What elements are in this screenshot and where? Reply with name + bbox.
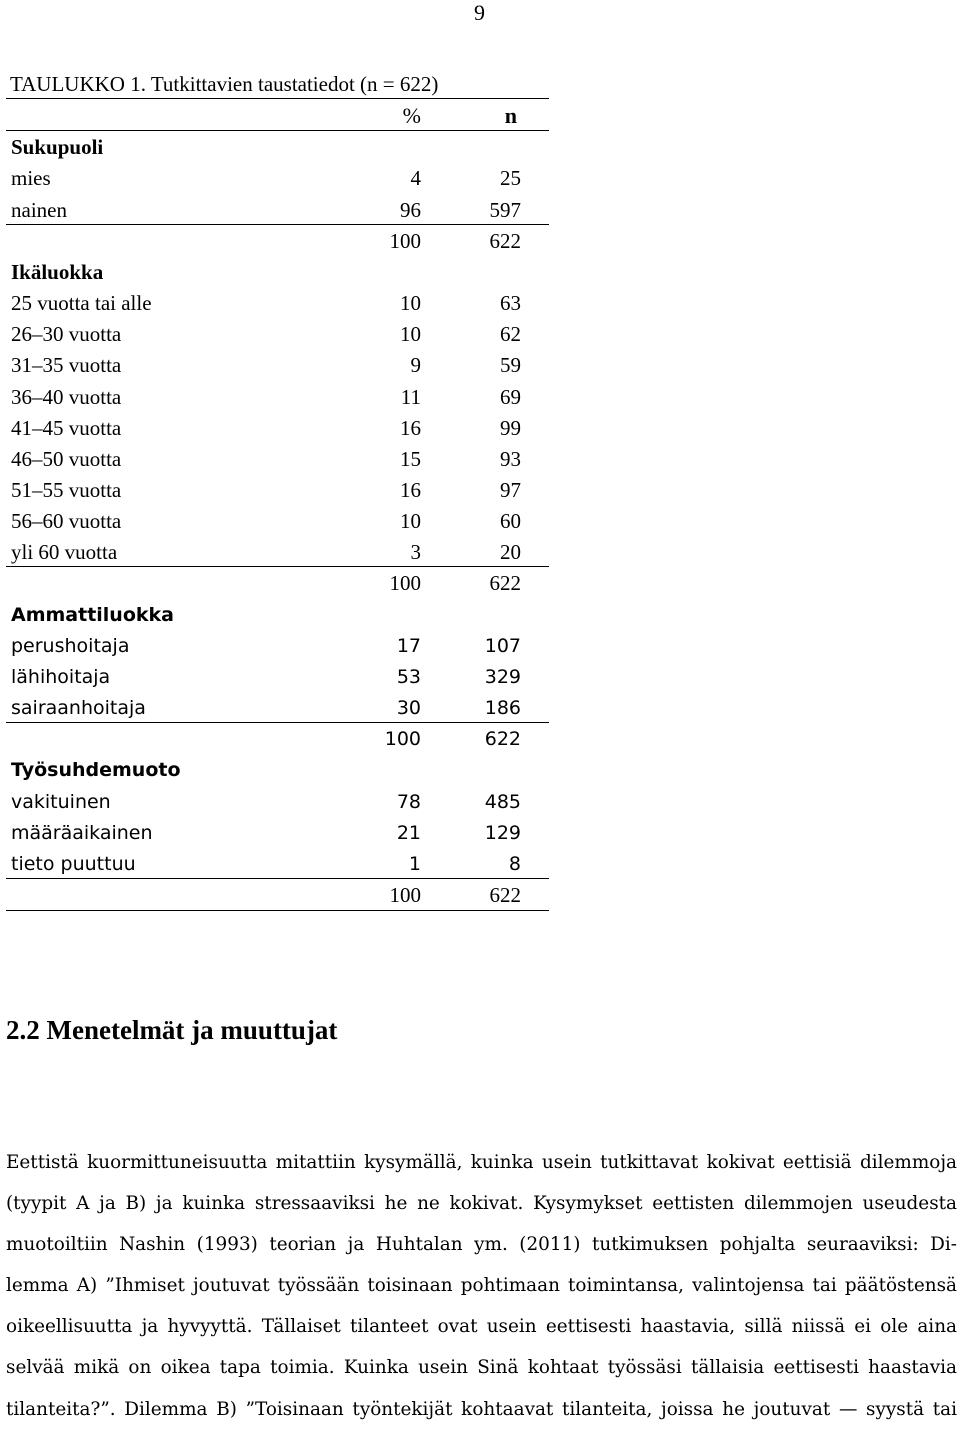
row-percent: 53 bbox=[396, 666, 421, 688]
section-heading-tyosuhdemuoto bbox=[6, 754, 549, 785]
table-row bbox=[6, 287, 549, 318]
table-row bbox=[6, 536, 549, 566]
table-row bbox=[6, 474, 549, 505]
table-row bbox=[6, 661, 549, 692]
total-count: 622 bbox=[484, 728, 521, 751]
row-label: 26–30 vuotta bbox=[11, 322, 122, 347]
row-label: lähihoitaja bbox=[11, 666, 111, 688]
table-caption: TAULUKKO 1. Tutkittavien taustatiedot (n = 622) bbox=[10, 72, 439, 96]
paragraph-line: muotoiltiin Nashin (1993) teorian ja Huhtalan ym. (2011) tutkimuksen pohjalta seuraaviksi: Di- bbox=[6, 1234, 957, 1256]
table-row bbox=[6, 194, 549, 224]
row-percent: 30 bbox=[396, 697, 421, 720]
row-percent: 17 bbox=[396, 634, 421, 657]
table-row bbox=[6, 162, 549, 193]
row-count: 485 bbox=[484, 790, 521, 813]
row-label: 36–40 vuotta bbox=[11, 384, 122, 409]
row-label: nainen bbox=[11, 197, 67, 222]
paragraph-line: oikeellisuutta ja hyvyyttä. Tällaiset tilanteet ovat usein eettisesti haastavia, sillä niissä ei ole aina bbox=[6, 1316, 957, 1338]
row-label: 25 vuotta tai alle bbox=[11, 290, 152, 315]
section-total-row bbox=[6, 879, 549, 910]
row-label: 41–45 vuotta bbox=[11, 415, 122, 440]
table-row bbox=[6, 786, 549, 817]
paragraph-line: lemma A) ”Ihmiset joutuvat työssään toisinaan pohtimaan toimintansa, valintojensa tai päätöstensä bbox=[6, 1275, 957, 1297]
row-label: mies bbox=[11, 166, 51, 191]
total-percent: 100 bbox=[389, 228, 421, 253]
row-percent: 10 bbox=[400, 290, 421, 315]
row-count: 107 bbox=[484, 634, 521, 657]
table-row bbox=[6, 848, 549, 878]
row-count: 59 bbox=[500, 353, 521, 378]
total-count: 622 bbox=[489, 882, 521, 907]
row-count: 597 bbox=[489, 197, 521, 222]
section-heading: 2.2 Menetelmät ja muuttujat bbox=[6, 1015, 338, 1045]
paragraph-line: selvää mikä on oikea tapa toimia. Kuinka usein Sinä kohtaat työssäsi tällaisia eettisesti haastavia bbox=[6, 1357, 957, 1379]
section-total-row bbox=[6, 567, 549, 598]
row-count: 329 bbox=[484, 666, 521, 688]
row-count: 186 bbox=[484, 697, 521, 720]
row-label: 51–55 vuotta bbox=[11, 478, 122, 503]
row-count: 99 bbox=[500, 415, 521, 440]
row-label: vakituinen bbox=[11, 790, 111, 813]
table-row bbox=[6, 318, 549, 349]
paragraph-line: (tyypit A ja B) ja kuinka stressaaviksi he ne kokivat. Kysymykset eettisten dilemmojen useudesta bbox=[6, 1193, 957, 1215]
section-heading-sukupuoli bbox=[6, 131, 549, 162]
section-heading-ikaluokka bbox=[6, 256, 549, 287]
paragraph-line: Eettistä kuormittuneisuutta mitattiin kysymällä, kuinka usein tutkittavat kokivat eettisiä dilemmoja bbox=[6, 1152, 957, 1173]
table-row bbox=[6, 505, 549, 536]
row-count: 69 bbox=[500, 384, 521, 409]
row-percent: 21 bbox=[396, 821, 421, 844]
table-header-row bbox=[6, 99, 549, 130]
row-count: 62 bbox=[500, 322, 521, 347]
row-percent: 9 bbox=[410, 353, 421, 378]
total-count: 622 bbox=[489, 228, 521, 253]
section-heading-ammattiluokka bbox=[6, 599, 549, 630]
row-label: perushoitaja bbox=[11, 634, 130, 657]
table-row bbox=[6, 381, 549, 412]
row-percent: 1 bbox=[408, 852, 421, 875]
section-heading-label: Työsuhdemuoto bbox=[11, 759, 181, 782]
row-label: tieto puuttuu bbox=[11, 852, 136, 875]
row-label: määräaikainen bbox=[11, 821, 153, 844]
total-percent: 100 bbox=[389, 571, 421, 596]
row-label: 46–50 vuotta bbox=[11, 446, 122, 471]
row-percent: 16 bbox=[400, 478, 421, 503]
column-header-percent: % bbox=[402, 103, 421, 128]
row-percent: 78 bbox=[396, 790, 421, 813]
row-percent: 11 bbox=[400, 384, 421, 409]
row-count: 63 bbox=[500, 290, 521, 315]
row-percent: 4 bbox=[410, 166, 421, 191]
row-count: 25 bbox=[500, 166, 521, 191]
row-percent: 10 bbox=[400, 509, 421, 534]
row-percent: 10 bbox=[400, 322, 421, 347]
page-number: 9 bbox=[474, 0, 485, 25]
section-heading-label: Ammattiluokka bbox=[11, 603, 174, 626]
section-total-row bbox=[6, 225, 549, 256]
body-paragraph bbox=[6, 1142, 957, 1430]
table-row bbox=[6, 817, 549, 848]
section-heading-label: Ikäluokka bbox=[11, 259, 104, 284]
table-row bbox=[6, 349, 549, 380]
paragraph-line: tilanteita?”. Dilemma B) ”Toisinaan työntekijät kohtaavat tilanteita, joissa he joutuvat — syystä tai bbox=[6, 1398, 957, 1420]
total-count: 622 bbox=[489, 571, 521, 596]
total-percent: 100 bbox=[384, 728, 421, 751]
row-percent: 15 bbox=[400, 446, 421, 471]
section-heading-label: Sukupuoli bbox=[11, 135, 104, 160]
table-row bbox=[6, 443, 549, 474]
table-row bbox=[6, 630, 549, 661]
column-header-n: n bbox=[504, 103, 517, 128]
row-count: 60 bbox=[500, 509, 521, 534]
row-label: 56–60 vuotta bbox=[11, 509, 122, 534]
row-count: 97 bbox=[500, 478, 521, 503]
table-bottom-rule bbox=[6, 910, 549, 911]
background-data-table bbox=[6, 98, 549, 911]
row-count: 8 bbox=[508, 852, 521, 875]
row-label: sairaanhoitaja bbox=[11, 697, 146, 720]
row-label: yli 60 vuotta bbox=[11, 540, 118, 565]
row-percent: 3 bbox=[410, 540, 421, 565]
row-count: 93 bbox=[500, 446, 521, 471]
section-total-row bbox=[6, 723, 549, 754]
total-percent: 100 bbox=[389, 882, 421, 907]
table-row bbox=[6, 692, 549, 722]
table-row bbox=[6, 412, 549, 443]
row-count: 129 bbox=[484, 821, 521, 844]
row-percent: 16 bbox=[400, 415, 421, 440]
row-count: 20 bbox=[500, 540, 521, 565]
row-percent: 96 bbox=[400, 197, 421, 222]
row-label: 31–35 vuotta bbox=[11, 353, 122, 378]
